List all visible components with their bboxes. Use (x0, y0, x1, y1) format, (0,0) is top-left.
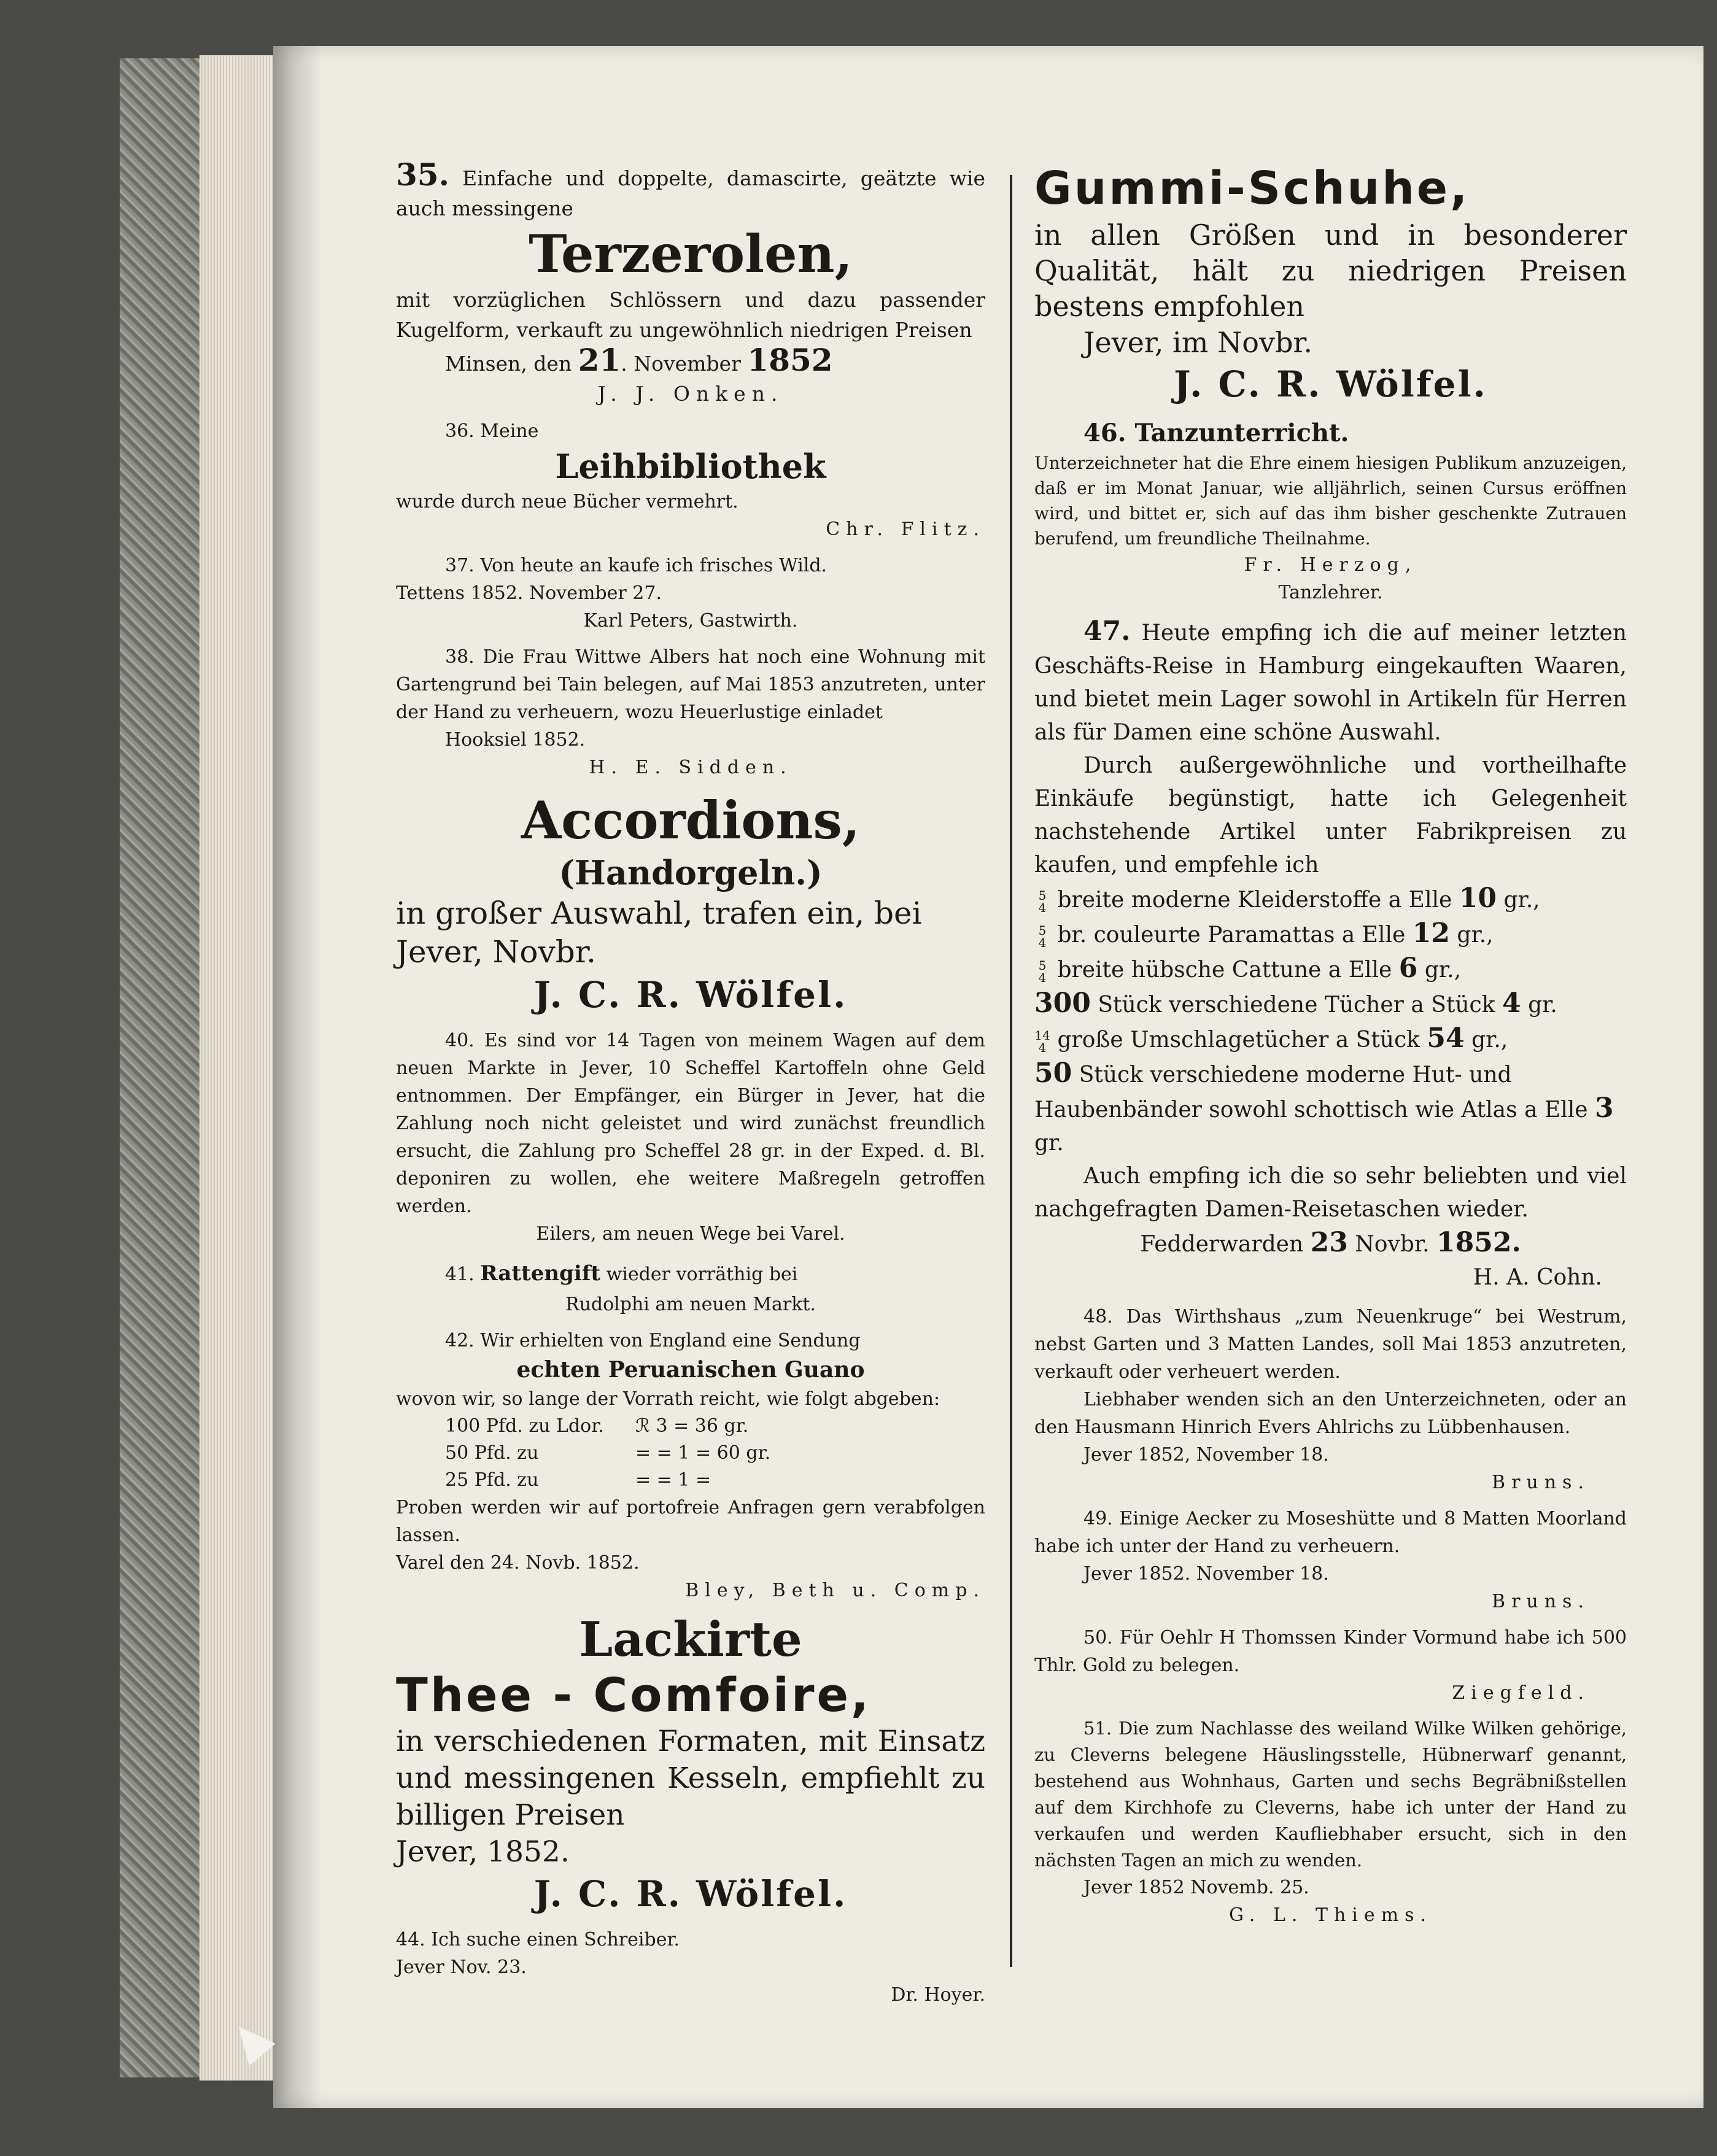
ad-36-heading: Leihbibliothek (555, 447, 826, 486)
ad-40-text: 40. Es sind vor 14 Tagen von meinem Wagen auf dem neuen Markte in Jever, 10 Scheffel Kartoffeln ohne Geld entnommen. Der Empfänger, ein Bürger in Jever, hat die Zahlung noch nicht geleistet und wird zunächst freundlich ersucht, die Zahlung pro Scheffel 28 gr. in der Exped. d. Bl. deponiren zu wollen, ehe weitere Maßregeln getroffen werden. (396, 1030, 985, 1217)
fraction-denominator: 4 (1038, 1040, 1047, 1055)
ad-51 (1034, 1715, 1627, 1929)
fraction-numerator: 14 (1034, 1028, 1050, 1043)
ad-47-item (1034, 1057, 1627, 1160)
ad-35-intro (396, 156, 985, 223)
column-divider (1010, 175, 1012, 1967)
item-text: große Umschlagetücher a Stück (1057, 1027, 1420, 1053)
item-unit: gr. (1034, 1130, 1064, 1156)
ad-number: 46. (1083, 419, 1126, 447)
ad-41-keyword: Rattengift (480, 1261, 601, 1286)
item-price: 10 (1459, 883, 1497, 914)
price-row (445, 1440, 985, 1467)
fraction (1034, 924, 1050, 949)
ad-36 (396, 417, 985, 543)
right-column (1034, 160, 1627, 1938)
place: Fedderwarden (1140, 1232, 1304, 1257)
ad-46-title: Tanzunterricht. (1134, 419, 1349, 447)
ad-42-date: Varel den 24. Novb. 1852. (396, 1552, 640, 1574)
day: 23 (1310, 1227, 1348, 1258)
ad-44-date: Jever Nov. 23. (396, 1957, 527, 1978)
accordions-firm: J. C. R. Wölfel. (533, 974, 848, 1016)
ad-42-product: echten Peruanischen Guano (516, 1357, 865, 1383)
book-cover-edge (120, 58, 202, 2077)
item-unit: gr., (1503, 887, 1540, 913)
accordions-body: in großer Auswahl, trafen ein, bei (396, 895, 922, 931)
ad-42-signature: Bley, Beth u. Comp. (685, 1580, 985, 1601)
fraction (1034, 1029, 1050, 1054)
ad-37-date: Tettens 1852. November 27. (396, 582, 662, 604)
place: Minsen, den (445, 352, 572, 376)
item-price: 3 (1595, 1092, 1614, 1124)
gummi-heading: Gummi-Schuhe, (1034, 162, 1470, 215)
ad-41 (396, 1256, 985, 1318)
fraction-denominator: 4 (1038, 935, 1047, 950)
price-value: ℛ 3 = 36 gr. (635, 1415, 749, 1437)
fraction-denominator: 4 (1038, 900, 1047, 915)
ad-48-text-2: Liebhaber wenden sich an den Unterzeichneten, oder an den Hausmann Hinrich Evers Ahlrichs zu Lübbenhausen. (1034, 1389, 1627, 1438)
lackirte-heading-2: Thee - Comfoire, (396, 1667, 871, 1722)
ad-47-item (1034, 882, 1627, 917)
ad-35 (396, 156, 985, 409)
ad-36-signature: Chr. Flitz. (826, 519, 985, 540)
ad-47-text (1034, 615, 1627, 749)
ad-36-body: wurde durch neue Bücher vermehrt. (396, 491, 738, 512)
ad-46-text: Unterzeichneter hat die Ehre einem hiesigen Publikum anzuzeigen, daß er im Monat Januar, wie alljährlich, seinen Cursus eröffnen wird, und bittet er, sich auf das ihm bisher geschenkte Zutrauen berufend, um freundliche Theilnahme. (1034, 453, 1627, 549)
ad-40-signature: Eilers, am neuen Wege bei Varel. (536, 1223, 845, 1245)
year: 1852. (1436, 1227, 1521, 1258)
ad-35-dateline (396, 342, 985, 379)
ad-48-signature: Bruns. (1492, 1472, 1590, 1493)
ad-50 (1034, 1624, 1627, 1707)
ad-47-item (1034, 952, 1627, 987)
ad-number: 47. (1083, 616, 1131, 647)
item-unit: gr., (1424, 957, 1462, 983)
lackirte-heading: Lackirte (579, 1612, 802, 1667)
ad-36-lead: 36. Meine (445, 420, 539, 442)
ad-41-body: wieder vorräthig bei (606, 1264, 798, 1285)
ad-50-text: 50. Für Oehlr H Thomssen Kinder Vormund habe ich 500 Thlr. Gold zu belegen. (1034, 1627, 1627, 1676)
gummi-firm: J. C. R. Wölfel. (1174, 363, 1487, 405)
ad-lackirte (396, 1613, 985, 1917)
ad-47-item (1034, 987, 1627, 1022)
page-stack-edge (200, 55, 279, 2081)
ad-48-date: Jever 1852, November 18. (1083, 1444, 1329, 1466)
ad-41-text (396, 1256, 985, 1291)
ad-48 (1034, 1303, 1627, 1496)
ad-48-text: 48. Das Wirthshaus „zum Neuenkruge“ bei Westrum, nebst Garten und 3 Matten Landes, soll Mai 1853 anzutreten, verkauft oder verheuert werden. (1034, 1306, 1627, 1383)
accordions-subheading: (Handorgeln.) (559, 853, 823, 892)
left-column (396, 156, 985, 2017)
item-price: 6 (1398, 952, 1418, 984)
price-qty: 25 Pfd. zu (445, 1469, 539, 1491)
ad-47-signature: H. A. Cohn. (1473, 1265, 1602, 1290)
item-quantity: 50 (1034, 1057, 1072, 1089)
price-row (445, 1467, 985, 1494)
ad-41-signature: Rudolphi am neuen Markt. (565, 1294, 816, 1315)
ad-46-signature: Fr. Herzog, (1244, 554, 1417, 576)
ad-47-after: Auch empfing ich die so sehr beliebten und viel nachgefragten Damen-Reisetaschen wieder. (1034, 1164, 1627, 1222)
item-text: Stück verschiedene Tücher a Stück (1098, 992, 1495, 1018)
item-unit: gr. (1528, 992, 1557, 1018)
ad-42-body: wovon wir, so lange der Vorrath reicht, wie folgt abgeben: (396, 1388, 940, 1410)
fraction-numerator: 5 (1038, 888, 1047, 903)
ad-35-body: mit vorzüglichen Schlössern und dazu passender Kugelform, verkauft zu ungewöhnlich niedrigen Preisen (396, 288, 985, 342)
ad-40 (396, 1027, 985, 1248)
ad-37 (396, 552, 985, 635)
fraction-numerator: 5 (1038, 923, 1047, 938)
ad-49-date: Jever 1852. November 18. (1083, 1563, 1329, 1585)
ad-47-item (1034, 917, 1627, 952)
gummi-body: in allen Größen und in besonderer Qualität, hält zu niedrigen Preisen bestens empfohlen (1034, 218, 1627, 323)
fraction (1034, 959, 1050, 984)
ad-42 (396, 1327, 985, 1604)
item-quantity: 300 (1034, 987, 1091, 1019)
ad-38 (396, 643, 985, 781)
fraction-denominator: 4 (1038, 970, 1047, 985)
item-price: 12 (1412, 918, 1450, 949)
item-text: breite hübsche Cattune a Elle (1057, 957, 1392, 983)
item-price: 54 (1427, 1022, 1465, 1054)
month: . November (621, 352, 741, 376)
ad-46 (1034, 416, 1627, 606)
lackirte-firm: J. C. R. Wölfel. (533, 1873, 848, 1915)
ad-44-text: 44. Ich suche einen Schreiber. (396, 1929, 680, 1950)
ad-50-signature: Ziegfeld. (1452, 1682, 1590, 1704)
item-text: Stück verschiedene moderne Hut- und Haubenbänder sowohl schottisch wie Atlas a Elle (1034, 1062, 1588, 1122)
gummi-place: Jever, im Novbr. (1083, 326, 1312, 359)
ad-38-date: Hooksiel 1852. (445, 729, 586, 751)
ad-42-price-list (396, 1413, 985, 1494)
price-row (445, 1413, 985, 1440)
ad-37-text: 37. Von heute an kaufe ich frisches Wild. (445, 555, 827, 576)
item-unit: gr., (1471, 1027, 1508, 1053)
ad-35-heading: Terzerolen, (529, 223, 853, 284)
ad-51-text: 51. Die zum Nachlasse des weiland Wilke Wilken gehörige, zu Cleverns belegene Häuslingsstelle, Hübnerwarf genannt, bestehend aus Wohnhaus, Garten und sechs Begräbnißstellen auf dem Kirchhofe zu Cleverns, habe ich unter der Hand zu verkaufen und werden Kaufliebhaber ersucht, sich in den nächsten Tagen an mich zu wenden. (1034, 1718, 1627, 1871)
ad-51-signature: G. L. Thiems. (1228, 1904, 1433, 1926)
ad-42-text: 42. Wir erhielten von England eine Sendung (445, 1330, 861, 1351)
ad-51-date: Jever 1852 Novemb. 25. (1083, 1877, 1309, 1898)
fraction-numerator: 5 (1038, 958, 1047, 973)
fraction (1034, 889, 1050, 914)
lackirte-place: Jever, 1852. (396, 1835, 570, 1869)
day: 21 (578, 342, 621, 378)
price-value: = = 1 = 60 gr. (635, 1442, 771, 1464)
ad-42-after: Proben werden wir auf portofreie Anfragen gern verabfolgen lassen. (396, 1497, 985, 1546)
ad-38-text: 38. Die Frau Wittwe Albers hat noch eine Wohnung mit Gartengrund bei Tain belegen, auf Mai 1853 anzutreten, unter der Hand zu verheuern, wozu Heuerlustige einladet (396, 646, 985, 723)
price-value: = = 1 = (635, 1469, 711, 1491)
accordions-place: Jever, Novbr. (396, 934, 597, 970)
ad-number: 35. (396, 156, 449, 193)
binding-shadow (273, 46, 322, 2108)
ad-47-item (1034, 1022, 1627, 1057)
ad-38-signature: H. E. Sidden. (589, 757, 793, 778)
ad-46-role: Tanzlehrer. (1278, 582, 1383, 603)
ad-44 (396, 1926, 985, 2009)
ad-gummi (1034, 160, 1627, 408)
year: 1852 (747, 342, 833, 378)
ad-accordions (396, 790, 985, 1018)
accordions-heading: Accordions, (521, 790, 861, 851)
ad-49 (1034, 1505, 1627, 1615)
ad-49-text: 49. Einige Aecker zu Moseshütte und 8 Matten Moorland habe ich unter der Hand zu verheuern. (1034, 1508, 1627, 1557)
item-text: breite moderne Kleiderstoffe a Elle (1057, 887, 1452, 913)
ad-text: Einfache und doppelte, damascirte, geätzte wie auch messingene (396, 166, 985, 220)
ad-46-heading (1034, 416, 1627, 450)
ad-44-signature: Dr. Hoyer. (891, 1984, 985, 2006)
month: Novbr. (1355, 1232, 1430, 1257)
ad-47-dateline (1034, 1226, 1627, 1261)
ad-number: 41. (445, 1264, 475, 1285)
item-unit: gr., (1457, 922, 1494, 948)
price-qty: 100 Pfd. zu Ldor. (445, 1415, 604, 1437)
lackirte-body: in verschiedenen Formaten, mit Einsatz und messingenen Kesseln, empfiehlt zu billigen Preisen (396, 1725, 985, 1832)
ad-47-text-2: Durch außergewöhnliche und vortheilhafte Einkäufe begünstigt, hatte ich Gelegenheit nachstehende Artikel unter Fabrikpreisen zu kaufen, und empfehle ich (1034, 753, 1627, 878)
ad-35-signature: J. J. Onken. (597, 382, 784, 406)
item-price: 4 (1502, 987, 1521, 1019)
ad-47-body: Heute empfing ich die auf meiner letzten Geschäfts-Reise in Hamburg eingekauften Waaren, und bietet mein Lager sowohl in Artikeln für Herren als für Damen eine schöne Auswahl. (1034, 620, 1627, 745)
ad-37-signature: Karl Peters, Gastwirth. (583, 610, 798, 632)
price-qty: 50 Pfd. zu (445, 1442, 539, 1464)
ad-47 (1034, 615, 1627, 1294)
item-text: br. couleurte Paramattas a Elle (1057, 922, 1406, 948)
ad-49-signature: Bruns. (1492, 1591, 1590, 1612)
